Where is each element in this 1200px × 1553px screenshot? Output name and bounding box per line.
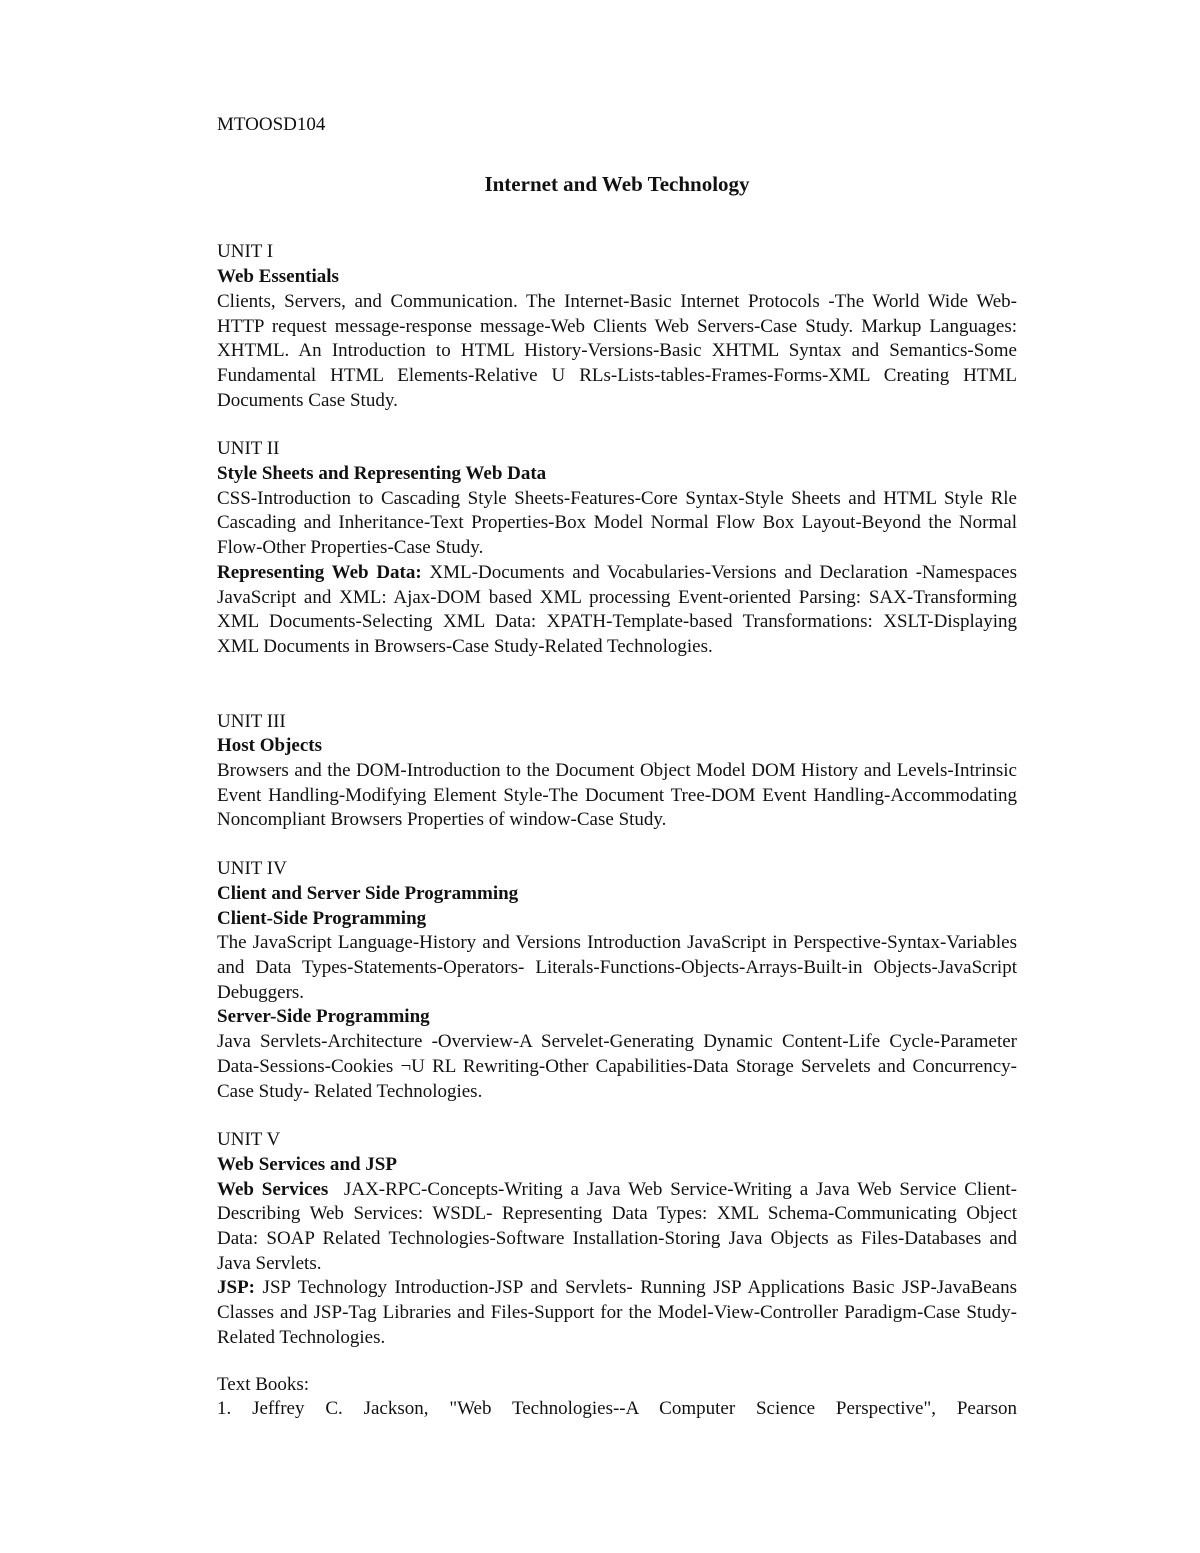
subsection-heading: Client-Side Programming <box>217 907 427 929</box>
subsection-label: Web Services <box>217 1178 329 1200</box>
text-books-label: Text Books: <box>217 1373 310 1395</box>
unit-number: UNIT III <box>217 710 286 732</box>
course-code: MTOOSD104 <box>217 114 326 135</box>
unit-subsection <box>217 1178 1022 1277</box>
unit-heading: Web Essentials <box>217 266 339 288</box>
unit-body: Browsers and the DOM-Introduction to the Document Object Model DOM History and Levels-Intrinsic Event Handling-Modifying Element Style-The Document Tree-DOM Event Handling-Accommodating Noncompliant Browsers Properties of window-Case Study. <box>217 760 1017 831</box>
subsection-body: JSP Technology Introduction-JSP and Servlets- Running JSP Applications Basic JSP-JavaBeans Classes and JSP-Tag Libraries and Files-Support for the Model-View-Controller Paradigm-Case Study-Related Technologies. <box>217 1277 1017 1348</box>
subsection-label: Representing Web Data: <box>217 561 422 583</box>
unit-heading: Web Services and JSP <box>217 1153 397 1175</box>
unit-number: UNIT V <box>217 1129 281 1151</box>
unit-2 <box>217 437 1017 659</box>
text-book-item: 1. Jeffrey C. Jackson, "Web Technologies--A Computer Science Perspective", Pearson <box>217 1398 1017 1420</box>
unit-heading: Client and Server Side Programming <box>217 882 519 904</box>
course-title: Internet and Web Technology <box>484 171 750 196</box>
subsection-body: JAX-RPC-Concepts-Writing a Java Web Service-Writing a Java Web Service Client-Describing Web Services: WSDL- Representing Data Types: XML Schema-Communicating Object Data: SOAP Related Technologies-Software Installation-Storing Java Objects as Files-Databases and Java Servlets. <box>217 1178 1022 1274</box>
unit-number: UNIT IV <box>217 858 287 880</box>
unit-heading: Host Objects <box>217 735 323 757</box>
unit-3 <box>217 710 1017 834</box>
syllabus-page <box>217 113 1022 1422</box>
subsection-body: The JavaScript Language-History and Versions Introduction JavaScript in Perspective-Syntax-Variables and Data Types-Statements-Operators- Literals-Functions-Objects-Arrays-Built-in Objects-JavaScript Debuggers. <box>217 932 1017 1003</box>
unit-subsection <box>217 561 1017 660</box>
unit-1 <box>217 240 1017 413</box>
unit-body: Clients, Servers, and Communication. The Internet-Basic Internet Protocols -The World Wide Web-HTTP request message-response message-Web Clients Web Servers-Case Study. Markup Languages: XHTML. An Introduction to HTML History-Versions-Basic XHTML Syntax and Semantics-Some Fundamental HTML Elements-Relative U RLs-Lists-tables-Frames-Forms-XML Creating HTML Documents Case Study. <box>217 290 1017 411</box>
unit-5 <box>217 1128 1022 1350</box>
unit-body: CSS-Introduction to Cascading Style Sheets-Features-Core Syntax-Style Sheets and HTML Style Rle Cascading and Inheritance-Text Properties-Box Model Normal Flow Box Layout-Beyond the Normal Flow-Other Properties-Case Study. <box>217 487 1017 559</box>
unit-4 <box>217 857 1017 1104</box>
unit-number: UNIT I <box>217 241 274 263</box>
text-books <box>217 1373 1017 1422</box>
unit-heading: Style Sheets and Representing Web Data <box>217 463 547 485</box>
subsection-body: XML-Documents and Vocabularies-Versions and Declaration -Namespaces JavaScript and XML: Ajax-DOM based XML processing Event-oriented Parsing: SAX-Transforming XML Documents-Selecting XML Data: XPATH-Template-based Transformations: XSLT-Displaying XML Documents in Browsers-Case Study-Related Technologies. <box>217 561 1018 657</box>
subsection-body: Java Servlets-Architecture -Overview-A Servelet-Generating Dynamic Content-Life Cycle-Parameter Data-Sessions-Cookies ¬U RL Rewriting-Other Capabilities-Data Storage Servelets and Concurrency-Case Study- Related Technologies. <box>217 1031 1017 1102</box>
subsection-heading: Server-Side Programming <box>217 1006 430 1028</box>
unit-number: UNIT II <box>217 438 280 460</box>
unit-subsection <box>217 1276 1017 1350</box>
subsection-label: JSP: <box>217 1277 255 1299</box>
